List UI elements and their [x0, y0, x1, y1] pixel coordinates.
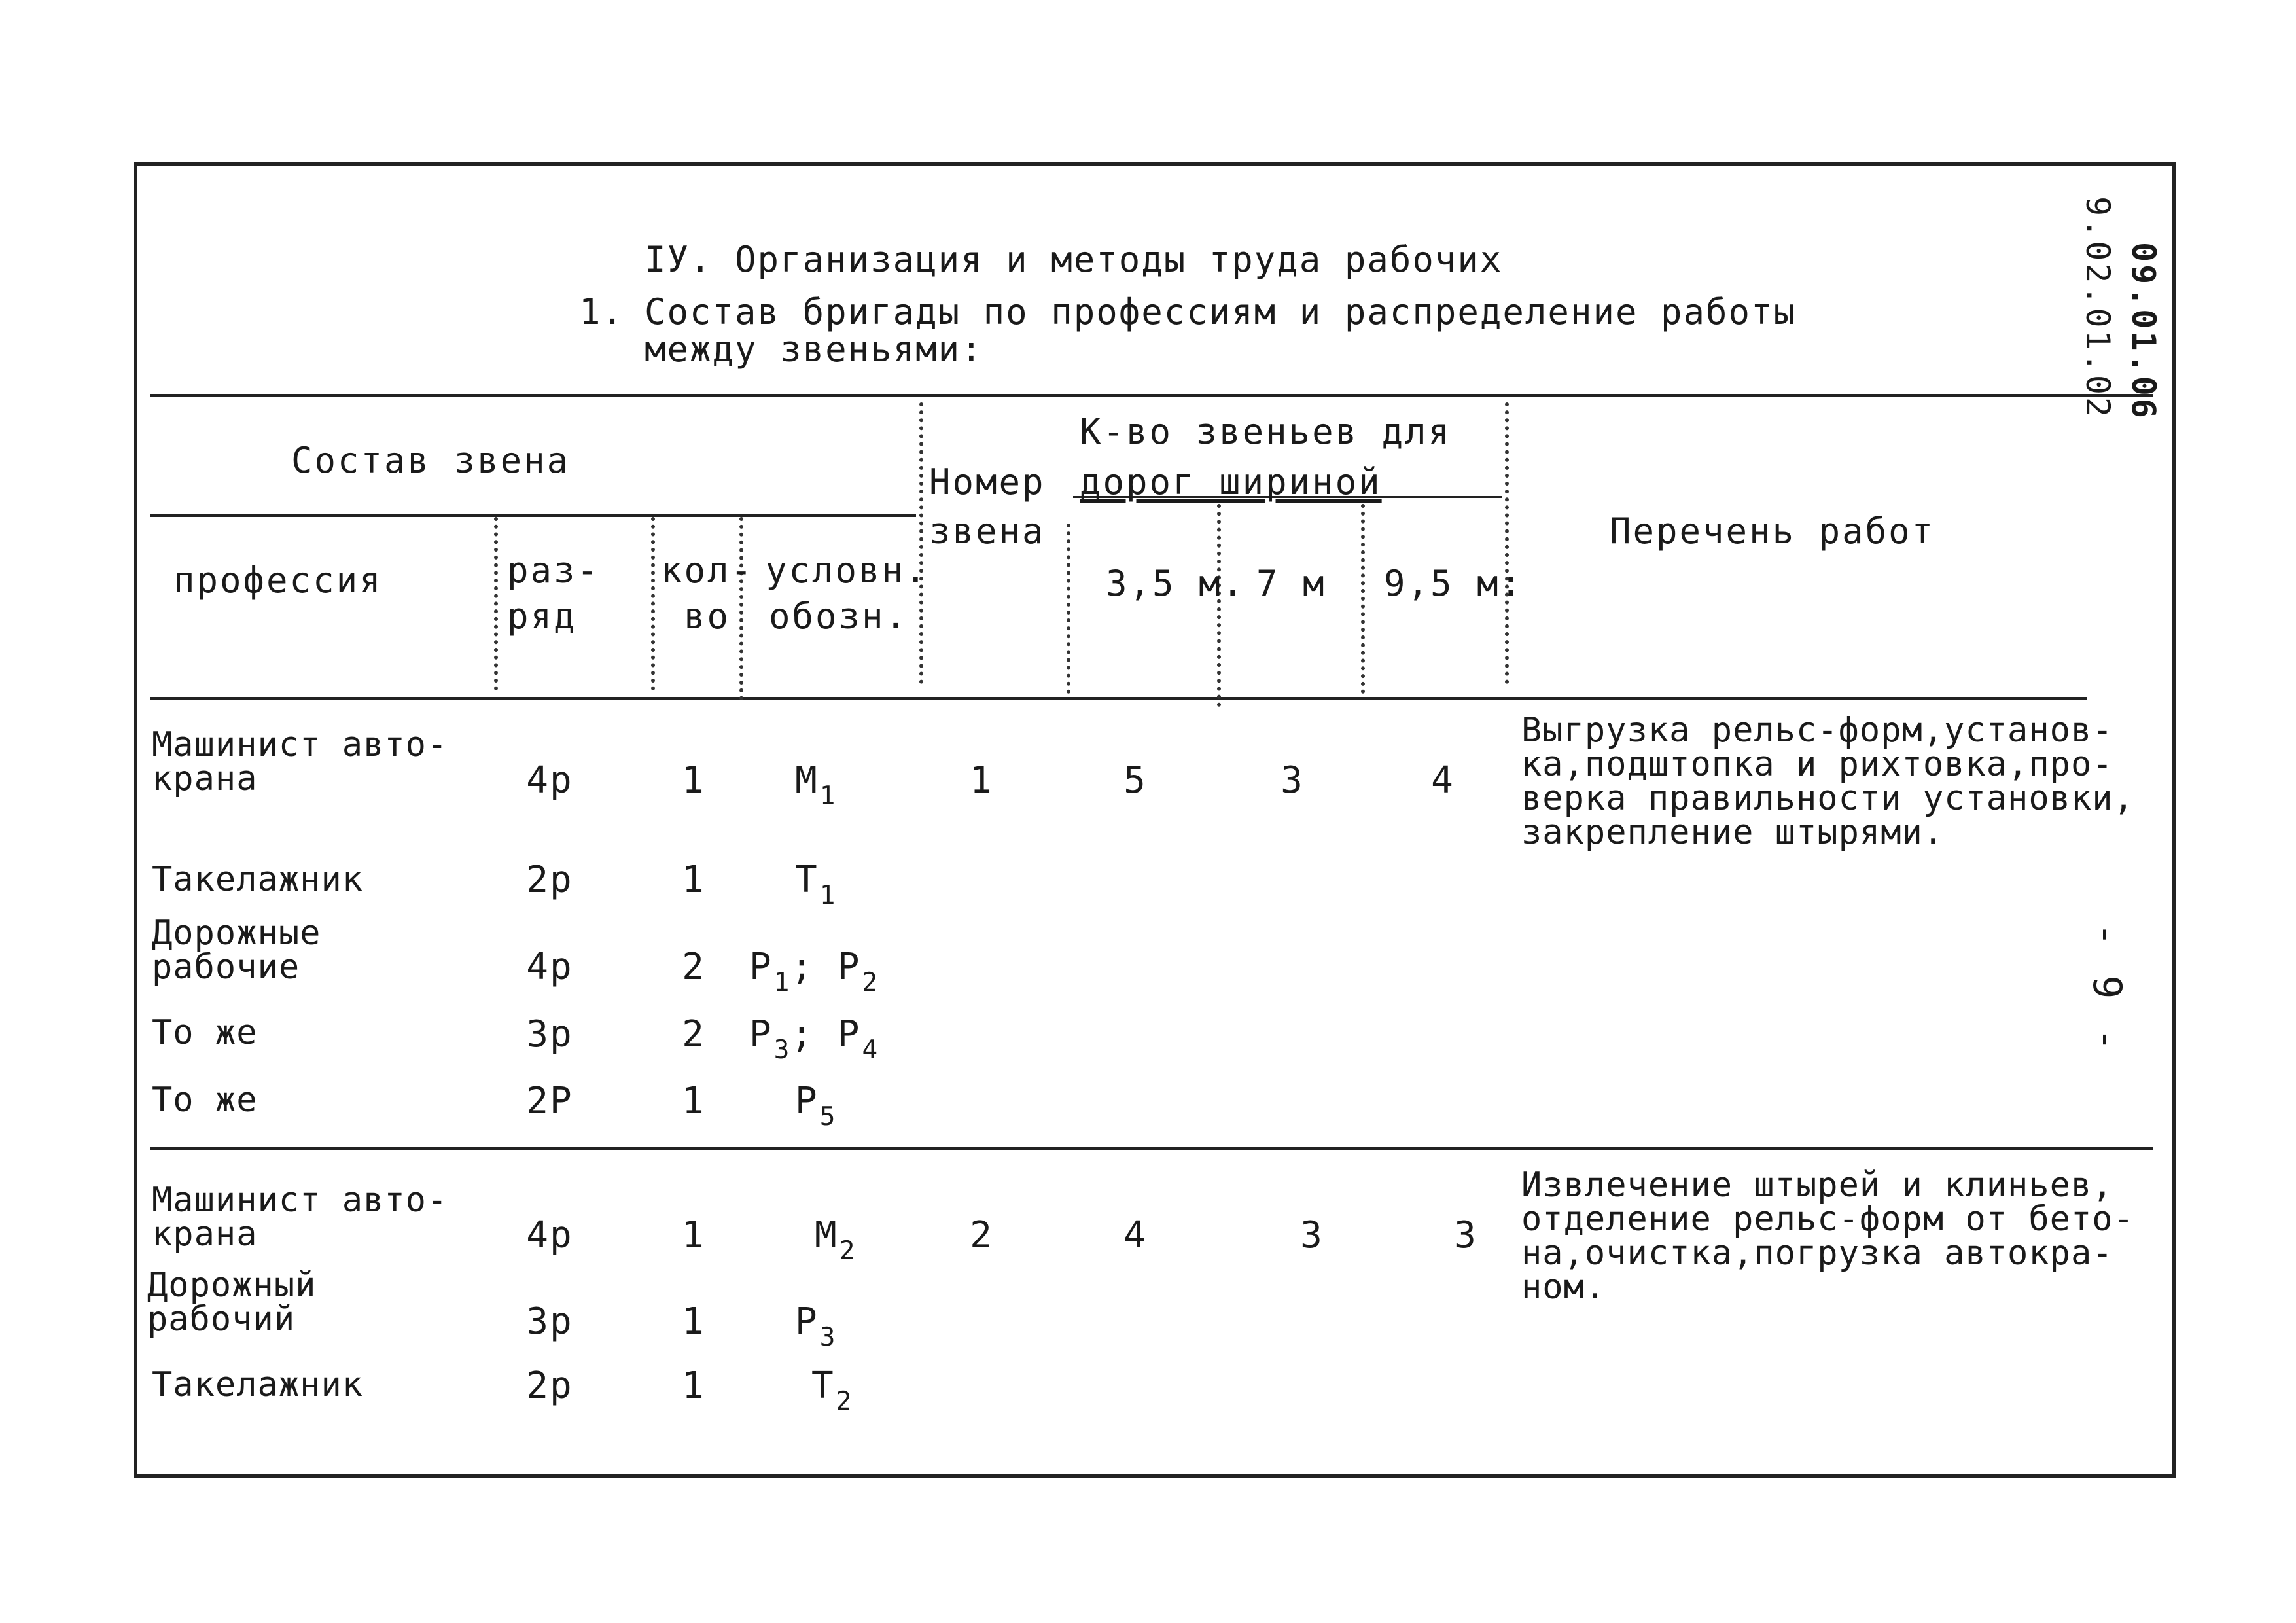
grade-cell: 3р: [526, 1013, 573, 1056]
units-count-3-5m: 5: [1123, 759, 1147, 802]
header-symbol-l1: условн.: [766, 550, 928, 591]
header-width-9-5: 9,5 м:: [1384, 563, 1524, 604]
works-description: Выгрузка рельс-форм,установ- ка,подштопка и рихтовка,про- верка правильности установки, закрепление штырями.: [1521, 711, 2134, 852]
profession-cell: Такелажник: [152, 860, 364, 899]
count-cell: 1: [682, 1214, 705, 1257]
header-count-l2: во: [684, 596, 731, 637]
profession-cell: То же: [152, 1013, 258, 1052]
header-symbol-l2: обозн.: [769, 596, 909, 637]
unit-number: 2: [970, 1214, 993, 1257]
item-title-line1: Состав бригады по профессиям и распределение работы: [645, 291, 1797, 332]
header-units-for-l1: К-во звеньев для: [1080, 411, 1452, 452]
col-sep: [1067, 524, 1070, 694]
units-count-7m: 3: [1280, 759, 1304, 802]
count-cell: 1: [682, 859, 705, 901]
grade-cell: 2р: [526, 859, 573, 901]
count-cell: 1: [682, 1300, 705, 1343]
units-count-9-5m: 4: [1431, 759, 1455, 802]
header-group-composition: Состав звена: [291, 440, 571, 481]
header-unit-no-l2: звена: [929, 510, 1046, 552]
count-cell: 2: [682, 1013, 705, 1056]
table-top-rule: [150, 394, 2153, 397]
count-cell: 2: [682, 946, 705, 988]
grade-cell: 4р: [526, 946, 573, 988]
units-count-3-5m: 4: [1123, 1214, 1147, 1257]
count-cell: 1: [682, 1364, 705, 1407]
profession-cell: Машинист авто- крана: [152, 725, 448, 798]
profession-cell: Дорожный рабочий: [147, 1266, 317, 1339]
header-grade-l2: ряд: [507, 596, 577, 637]
profession-cell: Дорожные рабочие: [152, 914, 321, 987]
profession-cell: То же: [152, 1080, 258, 1120]
units-count-9-5m: 3: [1454, 1214, 1477, 1257]
col-sep: [1505, 402, 1509, 684]
side-code-a: 09.01.06: [2125, 242, 2163, 421]
col-sep: [919, 402, 923, 684]
item-title-line2: между звеньями:: [645, 329, 983, 370]
symbol-cell: $Т_2$: [811, 1364, 853, 1416]
header-units-for-l2: дорог шириной: [1080, 461, 1382, 503]
header-unit-no-l1: Номер: [929, 461, 1046, 503]
col-sep: [494, 517, 498, 690]
symbol-cell: $M_1$: [795, 759, 837, 811]
col-sep: [1217, 504, 1221, 707]
grade-cell: 3р: [526, 1300, 573, 1343]
units-count-7m: 3: [1300, 1214, 1324, 1257]
section-title: IУ. Организация и методы труда рабочих: [645, 239, 1503, 280]
works-description: Извлечение штырей и клиньев, отделение рельс-форм от бето- на,очистка,погрузка автокра- ном.: [1521, 1166, 2134, 1307]
profession-cell: Такелажник: [152, 1365, 364, 1404]
grade-cell: 2Р: [526, 1080, 573, 1122]
col-sep: [1361, 504, 1365, 694]
symbol-cell: $Р_5$: [795, 1080, 837, 1132]
header-works: Перечень работ: [1610, 510, 1935, 552]
page-marker: - 9 -: [2084, 923, 2130, 1054]
grade-cell: 2р: [526, 1364, 573, 1407]
side-code-b: 9.02.01.02: [2079, 196, 2117, 420]
symbol-cell: $Р_1$; $Р_2$: [749, 946, 879, 997]
grade-cell: 4р: [526, 1214, 573, 1257]
col-sep: [739, 517, 743, 700]
header-sub-rule: [150, 514, 916, 517]
grade-cell: 4р: [526, 759, 573, 802]
count-cell: 1: [682, 759, 705, 802]
symbol-cell: $Т_1$: [795, 859, 837, 910]
symbol-cell: $Р_3$: [795, 1300, 837, 1352]
header-profession: профессия: [173, 560, 383, 601]
header-grade-l1: раз-: [507, 550, 601, 591]
col-sep: [651, 517, 655, 690]
item-number: 1.: [579, 291, 625, 332]
unit-number: 1: [970, 759, 993, 802]
header-width-7: 7 м: [1256, 563, 1326, 604]
symbol-cell: $М_2$: [815, 1214, 857, 1266]
symbol-cell: $Р_3$; $Р_4$: [749, 1013, 879, 1065]
count-cell: 1: [682, 1080, 705, 1122]
header-bottom-rule: [150, 697, 2087, 700]
header-count-l1: кол-: [661, 550, 754, 591]
group-separator-rule: [150, 1147, 2153, 1150]
header-width-3-5: 3,5 м.: [1106, 563, 1246, 604]
profession-cell: Машинист авто- крана: [152, 1181, 448, 1254]
